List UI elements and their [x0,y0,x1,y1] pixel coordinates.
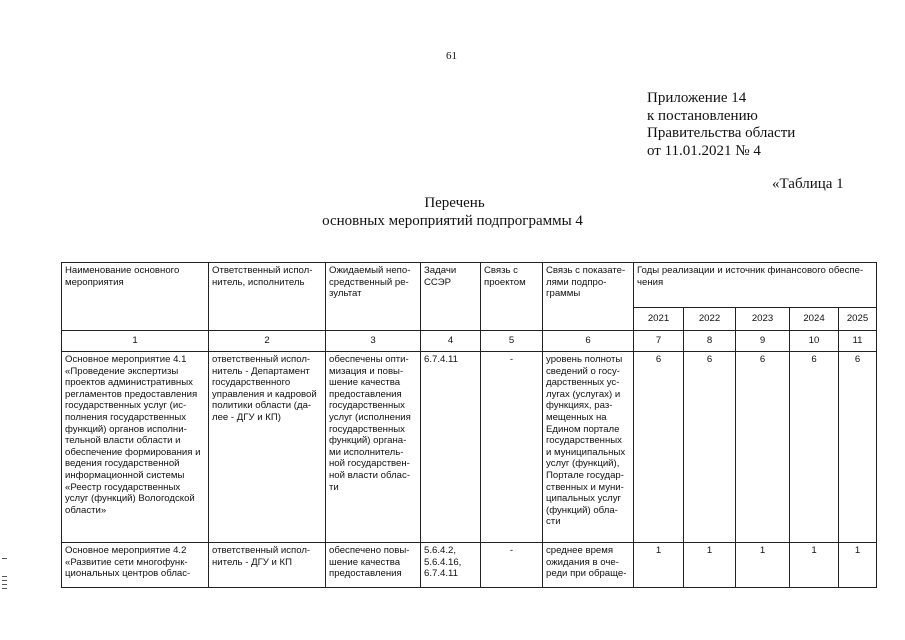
cell-year-value: 1 [839,543,877,588]
appendix-line: от 11.01.2021 № 4 [647,142,761,159]
header-year: 2022 [684,308,736,331]
header-years-group: Годы реализации и источник финансового обеспе- чения [634,263,877,308]
title-line: Перечень [424,195,485,211]
cell-name: Основное мероприятие 4.1 «Проведение экспертизы проектов административных регламентов предоставления государственных услуг (ис- полнения государственных функций) органов исполни- тельной власти области и обеспечение формирования и ведения государственной информационной системы «Реестр государственных услуг (функций) Вологодской области» [62,352,209,543]
scan-edge-mark [2,580,7,581]
cell-name: Основное мероприятие 4.2 «Развитие сети многофунк- циональных центров облас- [62,543,209,588]
scan-edge-mark [2,576,7,577]
table-row [62,352,877,543]
cell-indicators: уровень полноты сведений о госу- дарственных ус- лугах (услугах) и функциях, раз- мещенных на Едином портале государственных и муниципальных услуг (функций), Портале государ- ственных и муни- ципальных услуг (функций) обла- сти [543,352,634,543]
cell-expected: обеспечено повы- шение качества предоставления [326,543,421,588]
scan-edge-mark [2,584,7,585]
cell-year-value: 6 [839,352,877,543]
header-indicators: Связь с показате- лями подпро- граммы [543,263,634,331]
cell-project: - [481,352,543,543]
cell-year-value: 1 [684,543,736,588]
header-project: Связь с проектом [481,263,543,331]
header-responsible: Ответственный испол- нитель, исполнитель [209,263,326,331]
cell-project: - [481,543,543,588]
column-number: 7 [634,331,684,352]
column-number: 5 [481,331,543,352]
column-number: 11 [839,331,877,352]
cell-year-value: 1 [790,543,839,588]
header-name: Наименование основного мероприятия [62,263,209,331]
header-tasks: Задачи ССЭР [421,263,481,331]
document-title [0,195,905,230]
appendix-line: к постановлению [647,107,758,124]
scan-edge-mark [2,588,7,589]
header-year: 2024 [790,308,839,331]
column-number: 1 [62,331,209,352]
cell-tasks: 5.6.4.2, 5.6.4.16, 6.7.4.11 [421,543,481,588]
cell-tasks: 6.7.4.11 [421,352,481,543]
header-year: 2025 [839,308,877,331]
cell-year-value: 6 [736,352,790,543]
table-row [62,543,877,588]
cell-year-value: 6 [634,352,684,543]
cell-responsible: ответственный испол- нитель - ДГУ и КП [209,543,326,588]
column-number: 10 [790,331,839,352]
measures-table [61,262,877,588]
table-mark: «Таблица 1 [772,176,844,192]
page-number: 61 [446,50,457,62]
title-line: основных мероприятий подпрограммы 4 [322,212,583,229]
cell-year-value: 6 [790,352,839,543]
column-number: 8 [684,331,736,352]
cell-responsible: ответственный испол- нитель - Департамент государственного управления и кадровой политики области (да- лее - ДГУ и КП) [209,352,326,543]
cell-expected: обеспечены опти- мизация и повы- шение качества предоставления государственных услуг (исполнения государственных функций) органа- ми исполнитель- ной государствен- ной власти облас- ти [326,352,421,543]
column-number: 2 [209,331,326,352]
cell-indicators: среднее время ожидания в оче- реди при обраще- [543,543,634,588]
scan-edge-mark [2,558,7,559]
appendix-line: Правительства области [647,125,796,141]
column-number: 3 [326,331,421,352]
appendix-block [647,90,795,160]
cell-year-value: 6 [684,352,736,543]
column-number: 9 [736,331,790,352]
cell-year-value: 1 [634,543,684,588]
appendix-line: Приложение 14 [647,90,747,106]
cell-year-value: 1 [736,543,790,588]
column-number: 4 [421,331,481,352]
column-number: 6 [543,331,634,352]
column-number-row [62,331,877,352]
header-expected: Ожидаемый непо- средственный ре- зультат [326,263,421,331]
header-year: 2021 [634,308,684,331]
header-year: 2023 [736,308,790,331]
